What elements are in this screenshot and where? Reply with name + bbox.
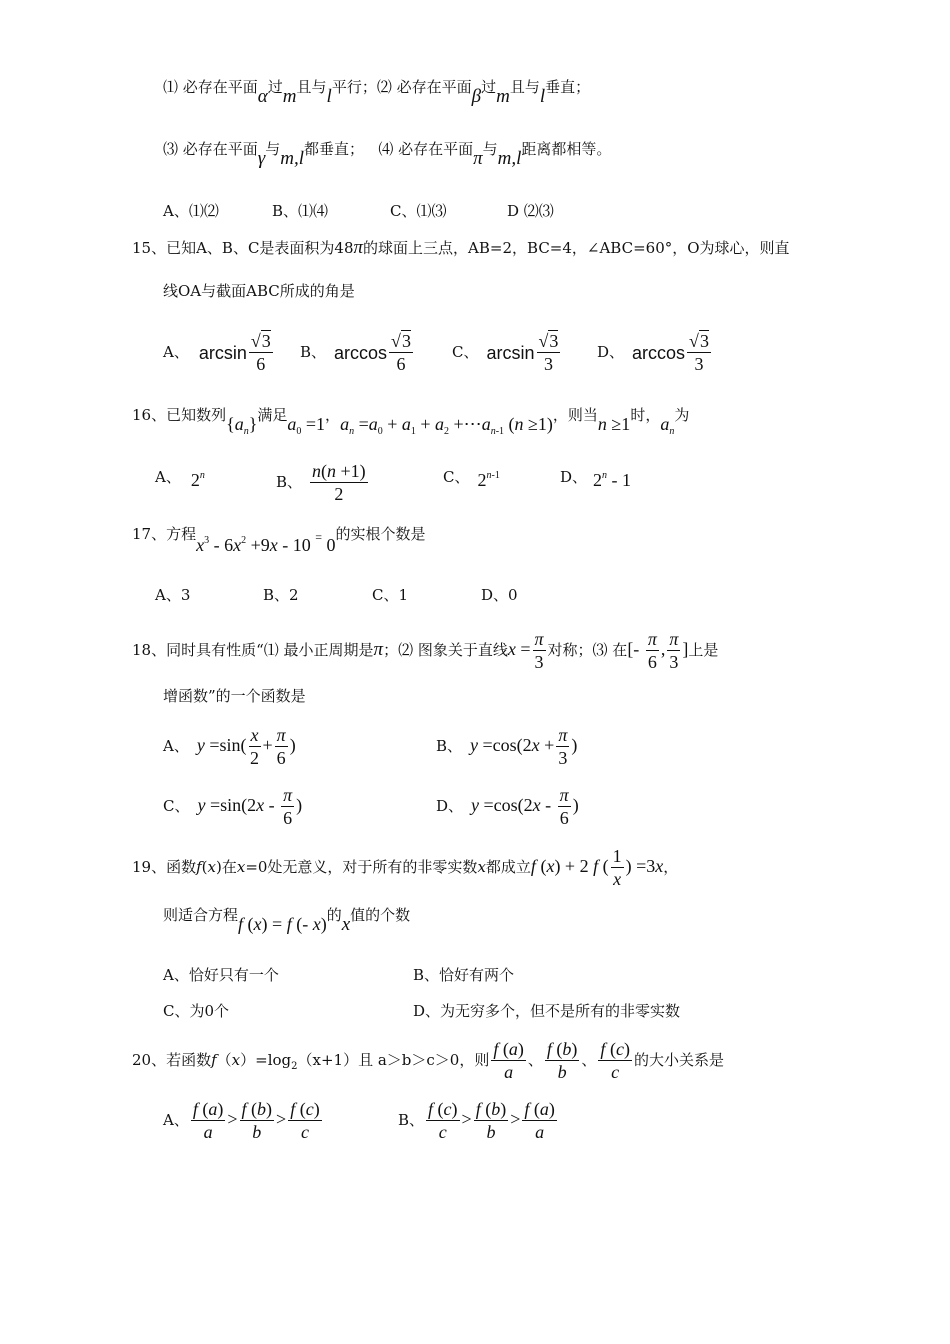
q16-option-c: C、 2$^{n-1}$	[443, 468, 500, 490]
q14-line2: ⑶ 必存在平面γ与m,l都垂直； ⑷ 必存在平面π与m,l距离都相等。	[163, 140, 612, 169]
q16-option-a: A、 2$^n$	[155, 468, 205, 490]
q14-option-c: C、⑴⑶	[390, 202, 447, 220]
q18-line2: 增函数”的一个函数是	[163, 687, 306, 705]
q15-option-a: A、 arcsin $\frac{√3}{6}$	[163, 331, 271, 374]
q19-line1: 19、函数f(x)在x=0处无意义，对于所有的非零实数x都成立f (x) + 2 f ( $\frac{1}{x}$ ) =3x，	[132, 846, 679, 889]
q18-option-a: A、 y =sin( $\frac{x}{2}$ + $\frac{\pi}{6}$ )	[163, 725, 296, 768]
q20-option-b: B、 $\frac{f (c)}{c}$ > $\frac{f (b)}{b}$ > $\frac{f (a)}{a}$	[398, 1099, 555, 1142]
q19-option-c: C、为0个	[163, 1002, 230, 1020]
q16-option-b: B、 $\frac{n(n +1)}{2}$	[276, 461, 366, 504]
q18-option-c: C、 y =sin(2x - $\frac{\pi}{6}$ )	[163, 785, 303, 828]
q15-line1: 15、已知A、B、C是表面积为48π的球面上三点，AB=2，BC=4，∠ABC=60°，O为球心，则直	[132, 237, 790, 258]
q15-option-b: B、 arccos $\frac{√3}{6}$	[300, 331, 411, 374]
q17-option-a: A、3	[155, 586, 191, 604]
q17-line: 17、方程$x^3 - 6x^2 +9x - 10$ = 0的实根个数是	[132, 525, 426, 555]
q14-line1: ⑴ 必存在平面α过m且与l平行；⑵ 必存在平面β过m且与l垂直；	[163, 78, 591, 107]
q17-option-d: D、0	[481, 586, 518, 604]
q15-option-d: D、 arccos $\frac{√3}{3}$	[597, 331, 709, 374]
q19-option-b: B、恰好有两个	[413, 966, 515, 984]
q14-option-b: B、⑴⑷	[272, 202, 329, 220]
q20-line: 20、若函数$f(x)=\log_2(x+1)$且 a＞b＞c＞0，则 $\frac{f (a)}{a}$ 、 $\frac{f (b)}{b}$ 、 $\frac{f (c)}{c}$ 的大小关系是	[132, 1039, 724, 1082]
q19-option-d: D、为无穷多个，但不是所有的非零实数	[413, 1002, 681, 1020]
q18-option-d: D、 y =cos(2x - $\frac{\pi}{6}$ )	[436, 785, 579, 828]
q14-option-d: D ⑵⑶	[507, 202, 554, 220]
q18-line1: 18、同时具有性质“⑴ 最小正周期是π；⑵ 图象关于直线x = $\frac{\pi}{3}$ 对称；⑶ 在[- $\frac{\pi}{6}$ , $\frac{\pi}{3}$ ]上是	[132, 629, 719, 672]
q16-option-d: D、 2$^n$ - 1	[560, 468, 632, 490]
q19-line2: 则适合方程f (x) = f (- x)的x值的个数	[163, 906, 411, 935]
q15-line2: 线OA与截面ABC所成的角是	[163, 282, 355, 300]
q16-line: 16、已知数列$\{a_n\}$满足$a_0 =1$，$a_n =a_0 + a_1 + a_2$ $+\cdots a_{n-1}$ (n ≥1)，则当n ≥1时，$a_n$为	[132, 406, 690, 437]
q14-option-a: A、⑴⑵	[163, 202, 219, 220]
q18-option-b: B、 y =cos(2x + $\frac{\pi}{3}$ )	[436, 725, 578, 768]
q20-option-a: A、 $\frac{f (a)}{a}$ > $\frac{f (b)}{b}$ > $\frac{f (c)}{c}$	[163, 1099, 320, 1142]
q15-option-c: C、 arcsin $\frac{√3}{3}$	[452, 331, 559, 374]
q19-option-a: A、恰好只有一个	[163, 966, 279, 984]
q17-option-c: C、1	[372, 586, 409, 604]
q17-option-b: B、2	[263, 586, 299, 604]
